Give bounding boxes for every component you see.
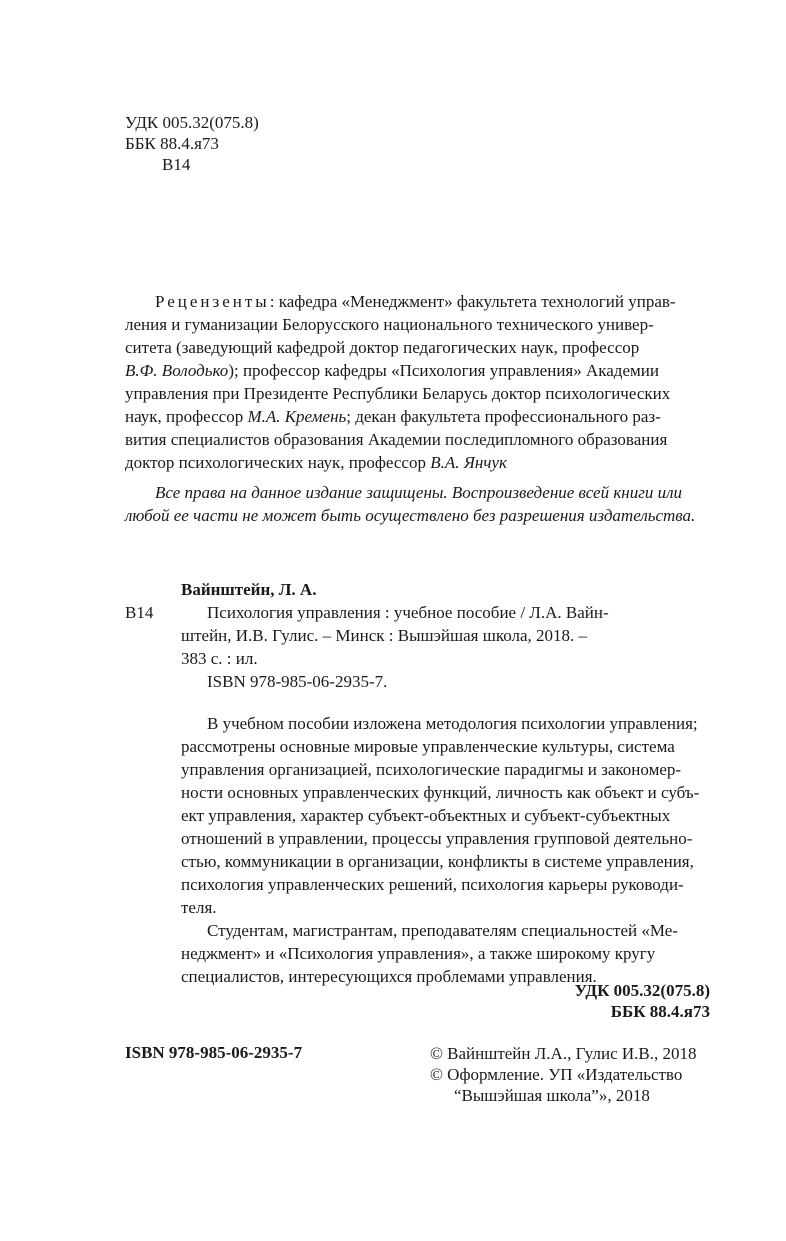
annotation-line: ности основных управленческих функций, личность как объект и субъ- <box>181 783 700 802</box>
audience-line: неджмент» и «Психология управления», а также широкому кругу <box>181 944 656 963</box>
catalog-line-2: штейн, И.В. Гулис. – Минск : Вышэйшая школа, 2018. – <box>181 626 588 645</box>
reviewers-line-2: ления и гуманизации Белорусского национального технического универ- <box>125 315 654 334</box>
copyright-authors: © Вайнштейн Л.А., Гулис И.В., 2018 <box>430 1044 697 1063</box>
catalog-author-heading: Вайнштейн, Л. А. <box>181 580 317 599</box>
udk-code: УДК 005.32(075.8) <box>125 113 259 132</box>
rights-line-1: Все права на данное издание защищены. Воспроизведение всей книги или <box>155 483 683 502</box>
top-classification-codes <box>125 112 259 175</box>
annotation-line: теля. <box>181 898 217 917</box>
catalog-mark: В14 <box>125 603 154 622</box>
catalog-isbn: ISBN 978-985-06-2935-7. <box>207 672 388 691</box>
reviewers-line-8-pre: доктор психологических наук, профессор <box>125 453 431 472</box>
reviewers-line-6-rest: ; декан факультета профессионального раз- <box>346 407 661 426</box>
copyright-design: © Оформление. УП «Издательство <box>430 1065 683 1084</box>
audience-line: специалистов, интересующихся проблемами управления. <box>181 967 597 986</box>
reviewer-name-2: М.А. Кремень <box>247 407 347 426</box>
reviewers-line-4: ); профессор кафедры «Психология управления» Академии <box>228 361 659 380</box>
reviewers-line-3: ситета (заведующий кафедрой доктор педагогических наук, профессор <box>125 338 640 357</box>
copyright-publisher: “Вышэйшая школа”», 2018 <box>454 1086 650 1105</box>
copyright-block <box>430 1043 697 1106</box>
annotation-line: рассмотрены основные мировые управленческие культуры, система <box>181 737 675 756</box>
bbk-code-bold: ББК 88.4.я73 <box>610 1002 710 1021</box>
bbk-code: ББК 88.4.я73 <box>125 134 219 153</box>
annotation-line: ект управления, характер субъект-объектных и субъект-субъектных <box>181 806 671 825</box>
footer-isbn: ISBN 978-985-06-2935-7 <box>125 1043 303 1062</box>
annotation-line: управления организацией, психологические парадигмы и закономер- <box>181 760 682 779</box>
reviewers-line-6-pre: наук, профессор <box>125 407 248 426</box>
reviewers-line-7: вития специалистов образования Академии последипломного образования <box>125 430 668 449</box>
audience-line: Студентам, магистрантам, преподавателям специальностей «Ме- <box>207 921 678 940</box>
right-classification-codes <box>575 980 710 1022</box>
catalog-line-3: 383 с. : ил. <box>181 649 258 668</box>
annotation-line: В учебном пособии изложена методология психологии управления; <box>207 714 698 733</box>
catalog-line-1: Психология управления : учебное пособие / Л.А. Вайн- <box>207 603 609 622</box>
annotation-line: психология управленческих решений, психология карьеры руководи- <box>181 875 684 894</box>
reviewers-line-5: управления при Президенте Республики Беларусь доктор психологических <box>125 384 671 403</box>
author-mark: В14 <box>162 155 191 174</box>
reviewer-name-1: В.Ф. Володько <box>125 361 229 380</box>
annotation-line: отношений в управлении, процессы управления групповой деятельно- <box>181 829 693 848</box>
udk-code-bold: УДК 005.32(075.8) <box>574 981 710 1000</box>
reviewers-line-1: : кафедра «Менеджмент» факультета технологий управ- <box>269 292 676 311</box>
reviewer-name-3: В.А. Янчук <box>430 453 507 472</box>
annotation-line: стью, коммуникации в организации, конфликты в системе управления, <box>181 852 694 871</box>
rights-line-2: любой ее части не может быть осуществлено без разрешения издательства. <box>125 506 696 525</box>
reviewers-label: Рецензенты <box>155 292 270 311</box>
